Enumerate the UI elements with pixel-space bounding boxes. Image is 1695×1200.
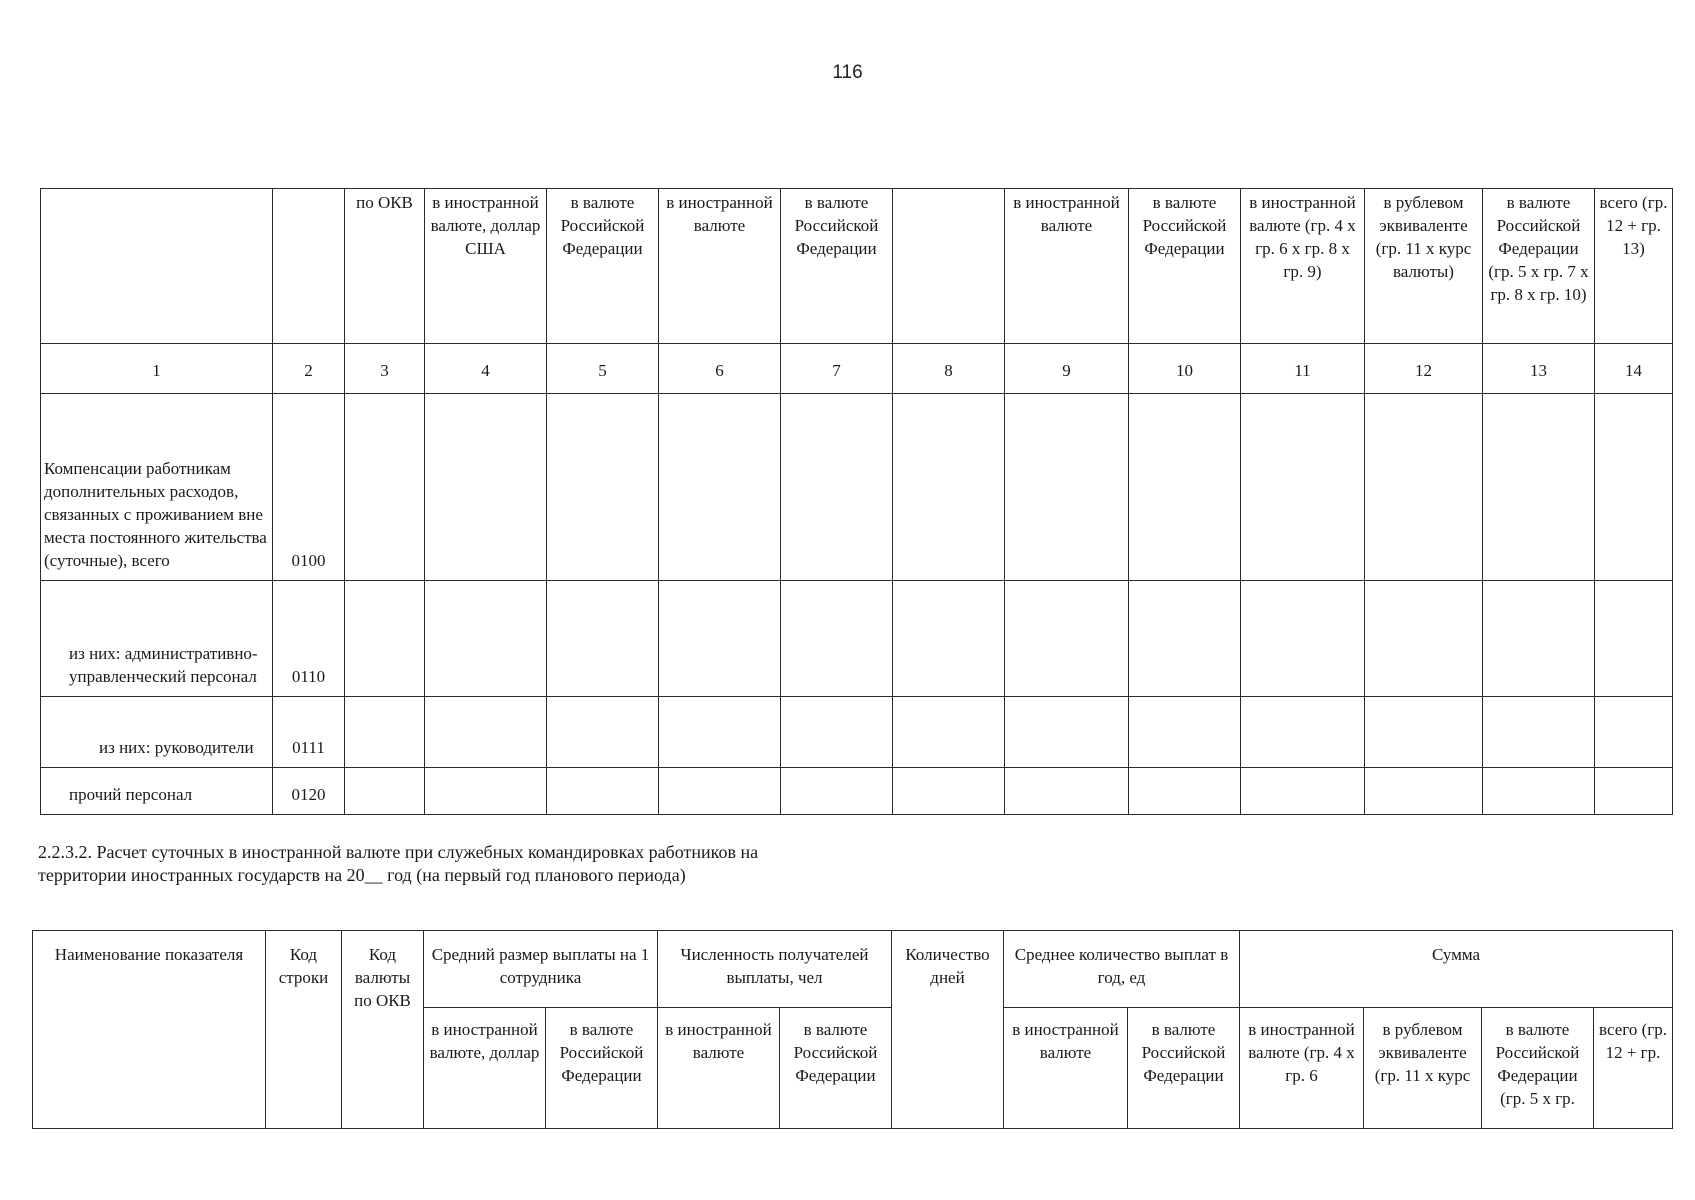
column-number: 5 — [547, 344, 659, 394]
empty-cell — [425, 581, 547, 697]
empty-cell — [1483, 768, 1595, 815]
empty-cell — [1241, 394, 1365, 581]
row-label: из них: административно-управленческий персонал — [41, 581, 273, 697]
empty-cell — [425, 697, 547, 768]
empty-cell — [1005, 581, 1129, 697]
header-cell-3: по ОКВ — [345, 189, 425, 344]
empty-cell — [893, 581, 1005, 697]
header-cell-12: в рублевом эквиваленте (гр. 11 x курс валюты) — [1365, 189, 1483, 344]
header-days: Количество дней — [892, 931, 1004, 1129]
column-number-row — [41, 344, 1673, 394]
subheader-cell: в иностранной валюте, доллар — [424, 1008, 546, 1129]
empty-cell — [547, 768, 659, 815]
header-cell-11: в иностранной валюте (гр. 4 x гр. 6 x гр. 8 x гр. 9) — [1241, 189, 1365, 344]
header-cell-8 — [893, 189, 1005, 344]
header-cell-10: в валюте Российской Федерации — [1129, 189, 1241, 344]
empty-cell — [1595, 768, 1673, 815]
table2-header-row — [33, 931, 1673, 1008]
subheader-cell: в валюте Российской Федерации — [546, 1008, 658, 1129]
subheader-cell: в валюте Российской Федерации — [780, 1008, 892, 1129]
empty-cell — [547, 394, 659, 581]
foreign-currency-calculation-table — [32, 930, 1673, 1129]
column-number: 12 — [1365, 344, 1483, 394]
empty-cell — [547, 581, 659, 697]
row-label: прочий персонал — [41, 768, 273, 815]
header-cell-13: в валюте Российской Федерации (гр. 5 x гр. 7 x гр. 8 x гр. 10) — [1483, 189, 1595, 344]
empty-cell — [659, 697, 781, 768]
header-cell-4: в иностранной валюте, доллар США — [425, 189, 547, 344]
empty-cell — [1483, 697, 1595, 768]
row-code: 0111 — [273, 697, 345, 768]
header-recipients: Численность получателей выплаты, чел — [658, 931, 892, 1008]
row-code: 0120 — [273, 768, 345, 815]
row-label: Компенсации работникам дополнительных расходов, связанных с проживанием вне места постоянного жительства (суточные), всего — [41, 394, 273, 581]
empty-cell — [1365, 581, 1483, 697]
empty-cell — [1129, 697, 1241, 768]
subheader-cell: в рублевом эквиваленте (гр. 11 x курс — [1364, 1008, 1482, 1129]
empty-cell — [1005, 394, 1129, 581]
empty-cell — [1241, 697, 1365, 768]
header-avg-count: Среднее количество выплат в год, ед — [1004, 931, 1240, 1008]
column-number: 13 — [1483, 344, 1595, 394]
empty-cell — [781, 768, 893, 815]
column-number: 4 — [425, 344, 547, 394]
column-number: 7 — [781, 344, 893, 394]
header-cell-7: в валюте Российской Федерации — [781, 189, 893, 344]
header-name: Наименование показателя — [33, 931, 266, 1129]
header-row-code: Код строки — [266, 931, 342, 1129]
empty-cell — [1129, 394, 1241, 581]
page-number: 116 — [832, 62, 863, 83]
header-sum: Сумма — [1240, 931, 1673, 1008]
empty-cell — [1595, 697, 1673, 768]
empty-cell — [1595, 581, 1673, 697]
empty-cell — [1365, 697, 1483, 768]
column-number: 9 — [1005, 344, 1129, 394]
header-cell-6: в иностранной валюте — [659, 189, 781, 344]
daily-allowance-table — [40, 188, 1673, 815]
empty-cell — [1005, 768, 1129, 815]
column-number: 14 — [1595, 344, 1673, 394]
empty-cell — [1483, 581, 1595, 697]
empty-cell — [425, 394, 547, 581]
table-row — [41, 697, 1673, 768]
column-number: 10 — [1129, 344, 1241, 394]
column-number: 3 — [345, 344, 425, 394]
empty-cell — [345, 394, 425, 581]
empty-cell — [1129, 581, 1241, 697]
empty-cell — [659, 581, 781, 697]
empty-cell — [781, 394, 893, 581]
section-title: 2.2.3.2. Расчет суточных в иностранной валюте при служебных командировках работников на территории иностранных государств на 20__ год (на первый год планового периода) — [38, 842, 759, 885]
table-row — [41, 581, 1673, 697]
empty-cell — [1595, 394, 1673, 581]
subheader-cell: всего (гр. 12 + гр. — [1594, 1008, 1673, 1129]
empty-cell — [1129, 768, 1241, 815]
column-number: 2 — [273, 344, 345, 394]
empty-cell — [893, 768, 1005, 815]
header-cell-2 — [273, 189, 345, 344]
header-cell-1 — [41, 189, 273, 344]
row-code: 0110 — [273, 581, 345, 697]
table-row — [41, 768, 1673, 815]
empty-cell — [345, 581, 425, 697]
empty-cell — [893, 697, 1005, 768]
empty-cell — [345, 768, 425, 815]
empty-cell — [345, 697, 425, 768]
header-cell-9: в иностранной валюте — [1005, 189, 1129, 344]
column-number: 8 — [893, 344, 1005, 394]
empty-cell — [1365, 394, 1483, 581]
header-cell-14: всего (гр. 12 + гр. 13) — [1595, 189, 1673, 344]
table-row — [41, 394, 1673, 581]
empty-cell — [781, 697, 893, 768]
table1-header-row — [41, 189, 1673, 344]
subheader-cell: в иностранной валюте — [1004, 1008, 1128, 1129]
subheader-cell: в иностранной валюте — [658, 1008, 780, 1129]
subheader-cell: в иностранной валюте (гр. 4 x гр. 6 — [1240, 1008, 1364, 1129]
header-cell-5: в валюте Российской Федерации — [547, 189, 659, 344]
header-currency-code: Код валюты по ОКВ — [342, 931, 424, 1129]
empty-cell — [1241, 581, 1365, 697]
empty-cell — [1241, 768, 1365, 815]
row-code: 0100 — [273, 394, 345, 581]
empty-cell — [1365, 768, 1483, 815]
empty-cell — [1483, 394, 1595, 581]
empty-cell — [781, 581, 893, 697]
row-label: из них: руководители — [41, 697, 273, 768]
subheader-cell: в валюте Российской Федерации (гр. 5 x гр. — [1482, 1008, 1594, 1129]
column-number: 1 — [41, 344, 273, 394]
column-number: 11 — [1241, 344, 1365, 394]
empty-cell — [425, 768, 547, 815]
empty-cell — [659, 394, 781, 581]
empty-cell — [893, 394, 1005, 581]
empty-cell — [659, 768, 781, 815]
column-number: 6 — [659, 344, 781, 394]
header-avg-payment: Средний размер выплаты на 1 сотрудника — [424, 931, 658, 1008]
empty-cell — [1005, 697, 1129, 768]
subheader-cell: в валюте Российской Федерации — [1128, 1008, 1240, 1129]
empty-cell — [547, 697, 659, 768]
